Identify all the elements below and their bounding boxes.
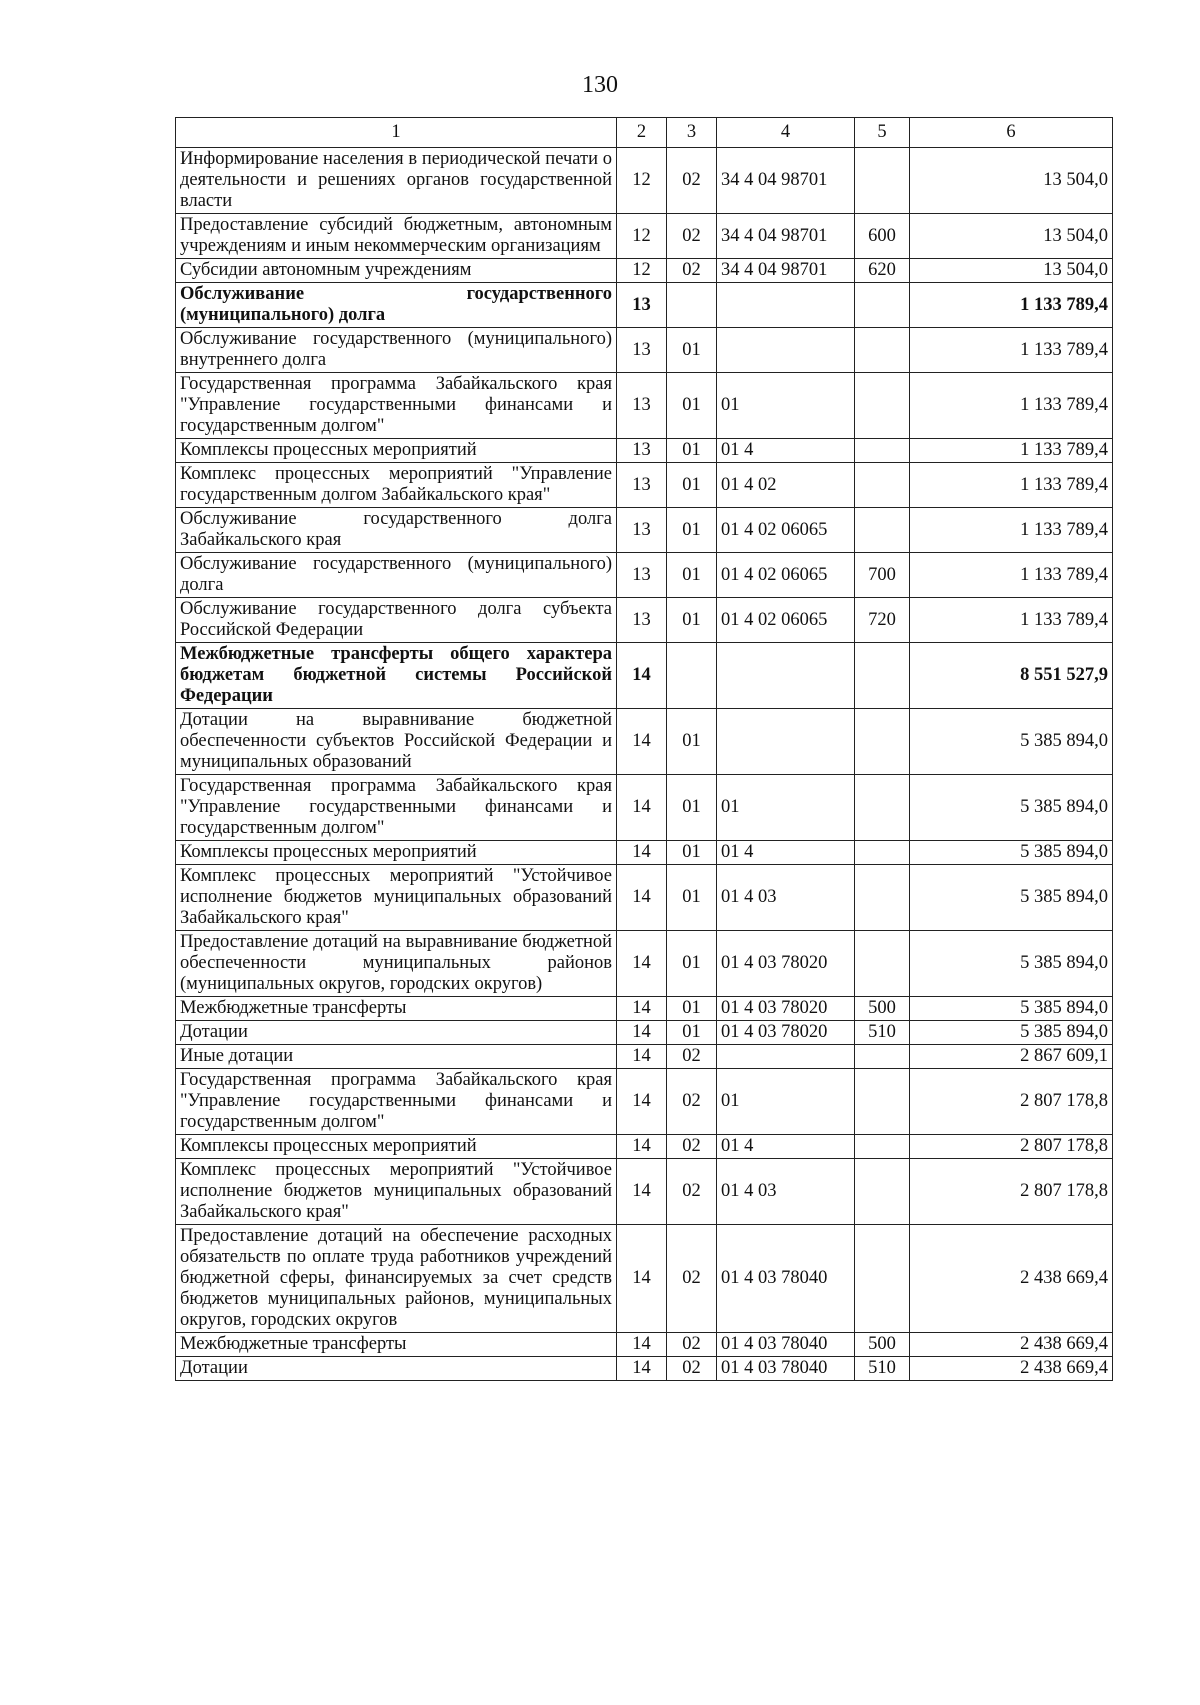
row-subsection: 01	[667, 553, 717, 598]
row-expense-type: 720	[855, 598, 910, 643]
table-row	[176, 1225, 1113, 1333]
row-section: 14	[617, 775, 667, 841]
row-amount: 1 133 789,4	[910, 553, 1113, 598]
row-target-code: 01 4 03 78020	[717, 931, 855, 997]
row-amount: 5 385 894,0	[910, 775, 1113, 841]
row-name: Обслуживание государственного долга Забайкальского края	[176, 508, 617, 553]
row-amount: 5 385 894,0	[910, 865, 1113, 931]
row-expense-type: 500	[855, 997, 910, 1021]
page-number: 130	[582, 72, 618, 98]
row-target-code: 01 4 02	[717, 463, 855, 508]
row-subsection	[667, 283, 717, 328]
row-section: 13	[617, 553, 667, 598]
row-target-code: 01 4 03	[717, 865, 855, 931]
row-amount: 1 133 789,4	[910, 283, 1113, 328]
row-name: Государственная программа Забайкальского края "Управление государственными финансами и государственным долгом"	[176, 1069, 617, 1135]
row-expense-type	[855, 328, 910, 373]
row-subsection: 01	[667, 841, 717, 865]
row-name: Обслуживание государственного (муниципального) долга	[176, 283, 617, 328]
row-amount: 2 438 669,4	[910, 1357, 1113, 1381]
row-expense-type	[855, 463, 910, 508]
table-row	[176, 1357, 1113, 1381]
row-name: Субсидии автономным учреждениям	[176, 259, 617, 283]
table-row	[176, 439, 1113, 463]
row-target-code	[717, 328, 855, 373]
row-subsection: 01	[667, 931, 717, 997]
row-target-code: 01 4 03 78020	[717, 997, 855, 1021]
row-section: 13	[617, 463, 667, 508]
row-section: 14	[617, 1069, 667, 1135]
row-target-code: 34 4 04 98701	[717, 214, 855, 259]
row-name: Иные дотации	[176, 1045, 617, 1069]
row-subsection: 01	[667, 439, 717, 463]
table-row	[176, 598, 1113, 643]
row-amount: 2 807 178,8	[910, 1069, 1113, 1135]
row-name: Государственная программа Забайкальского края "Управление государственными финансами и государственным долгом"	[176, 775, 617, 841]
row-expense-type	[855, 1225, 910, 1333]
row-amount: 1 133 789,4	[910, 598, 1113, 643]
row-subsection	[667, 643, 717, 709]
row-expense-type	[855, 931, 910, 997]
row-section: 14	[617, 931, 667, 997]
row-amount: 2 438 669,4	[910, 1333, 1113, 1357]
row-section: 14	[617, 865, 667, 931]
row-expense-type	[855, 775, 910, 841]
row-subsection: 02	[667, 1045, 717, 1069]
header-col-5: 5	[855, 118, 910, 148]
table-row	[176, 643, 1113, 709]
row-amount: 1 133 789,4	[910, 463, 1113, 508]
row-section: 14	[617, 1045, 667, 1069]
table-row	[176, 1159, 1113, 1225]
table-row	[176, 1069, 1113, 1135]
row-expense-type: 510	[855, 1021, 910, 1045]
row-target-code	[717, 1045, 855, 1069]
row-subsection: 02	[667, 1069, 717, 1135]
row-name: Предоставление субсидий бюджетным, автономным учреждениям и иным некоммерческим организациям	[176, 214, 617, 259]
row-subsection: 02	[667, 1135, 717, 1159]
table-row	[176, 709, 1113, 775]
row-name: Комплекс процессных мероприятий "Управление государственным долгом Забайкальского края"	[176, 463, 617, 508]
row-section: 14	[617, 997, 667, 1021]
row-target-code: 01 4 03 78040	[717, 1333, 855, 1357]
row-target-code: 01 4 02 06065	[717, 508, 855, 553]
row-name: Межбюджетные трансферты	[176, 997, 617, 1021]
row-expense-type	[855, 439, 910, 463]
row-section: 12	[617, 259, 667, 283]
row-amount: 13 504,0	[910, 214, 1113, 259]
row-subsection: 02	[667, 148, 717, 214]
row-subsection: 02	[667, 1225, 717, 1333]
row-name: Комплексы процессных мероприятий	[176, 841, 617, 865]
row-section: 13	[617, 283, 667, 328]
table-row	[176, 775, 1113, 841]
row-section: 13	[617, 373, 667, 439]
row-target-code	[717, 643, 855, 709]
row-target-code: 01 4 03	[717, 1159, 855, 1225]
table-row	[176, 259, 1113, 283]
row-name: Дотации	[176, 1357, 617, 1381]
row-expense-type	[855, 373, 910, 439]
row-subsection: 01	[667, 508, 717, 553]
row-expense-type	[855, 1135, 910, 1159]
header-col-2: 2	[617, 118, 667, 148]
row-name: Обслуживание государственного (муниципального) внутреннего долга	[176, 328, 617, 373]
row-name: Межбюджетные трансферты	[176, 1333, 617, 1357]
row-expense-type	[855, 709, 910, 775]
row-subsection: 01	[667, 598, 717, 643]
row-section: 14	[617, 1357, 667, 1381]
row-subsection: 01	[667, 463, 717, 508]
row-amount: 13 504,0	[910, 259, 1113, 283]
row-target-code	[717, 709, 855, 775]
header-col-6: 6	[910, 118, 1113, 148]
table-row	[176, 865, 1113, 931]
header-col-4: 4	[717, 118, 855, 148]
row-subsection: 01	[667, 709, 717, 775]
row-subsection: 02	[667, 1159, 717, 1225]
row-section: 13	[617, 328, 667, 373]
row-subsection: 01	[667, 1021, 717, 1045]
row-expense-type	[855, 1159, 910, 1225]
row-expense-type	[855, 148, 910, 214]
row-name: Комплексы процессных мероприятий	[176, 1135, 617, 1159]
row-name: Информирование населения в периодической печати о деятельности и решениях органов государственной власти	[176, 148, 617, 214]
table-row	[176, 463, 1113, 508]
row-amount: 13 504,0	[910, 148, 1113, 214]
row-target-code: 34 4 04 98701	[717, 148, 855, 214]
row-section: 14	[617, 1159, 667, 1225]
row-target-code: 01 4	[717, 1135, 855, 1159]
row-target-code: 01	[717, 1069, 855, 1135]
row-section: 12	[617, 214, 667, 259]
row-name: Комплекс процессных мероприятий "Устойчивое исполнение бюджетов муниципальных образований Забайкальского края"	[176, 1159, 617, 1225]
row-name: Государственная программа Забайкальского края "Управление государственными финансами и государственным долгом"	[176, 373, 617, 439]
row-target-code: 01 4	[717, 841, 855, 865]
row-subsection: 01	[667, 865, 717, 931]
row-subsection: 02	[667, 214, 717, 259]
row-target-code: 01 4	[717, 439, 855, 463]
row-amount: 1 133 789,4	[910, 373, 1113, 439]
row-target-code: 01	[717, 775, 855, 841]
table-row	[176, 508, 1113, 553]
row-amount: 2 438 669,4	[910, 1225, 1113, 1333]
row-subsection: 01	[667, 775, 717, 841]
row-amount: 2 807 178,8	[910, 1135, 1113, 1159]
row-subsection: 01	[667, 997, 717, 1021]
row-subsection: 02	[667, 1333, 717, 1357]
row-name: Дотации на выравнивание бюджетной обеспеченности субъектов Российской Федерации и муниципальных образований	[176, 709, 617, 775]
row-amount: 1 133 789,4	[910, 328, 1113, 373]
table-row	[176, 148, 1113, 214]
row-name: Межбюджетные трансферты общего характера бюджетам бюджетной системы Российской Федерации	[176, 643, 617, 709]
table-row	[176, 1045, 1113, 1069]
row-subsection: 01	[667, 328, 717, 373]
row-expense-type	[855, 865, 910, 931]
row-section: 14	[617, 841, 667, 865]
row-name: Комплексы процессных мероприятий	[176, 439, 617, 463]
row-section: 14	[617, 1225, 667, 1333]
row-section: 14	[617, 709, 667, 775]
row-expense-type: 620	[855, 259, 910, 283]
row-section: 12	[617, 148, 667, 214]
row-name: Предоставление дотаций на обеспечение расходных обязательств по оплате труда работников учреждений бюджетной сферы, финансируемых за счет средств бюджетов муниципальных районов, муниципальных округов, городских округов	[176, 1225, 617, 1333]
row-name: Предоставление дотаций на выравнивание бюджетной обеспеченности муниципальных районов (муниципальных округов, городских округов)	[176, 931, 617, 997]
table-row	[176, 328, 1113, 373]
row-expense-type: 600	[855, 214, 910, 259]
row-expense-type	[855, 1069, 910, 1135]
table-row	[176, 931, 1113, 997]
row-amount: 5 385 894,0	[910, 709, 1113, 775]
row-name: Обслуживание государственного долга субъекта Российской Федерации	[176, 598, 617, 643]
row-subsection: 02	[667, 1357, 717, 1381]
row-section: 14	[617, 1135, 667, 1159]
row-target-code: 34 4 04 98701	[717, 259, 855, 283]
row-section: 14	[617, 1333, 667, 1357]
row-name: Комплекс процессных мероприятий "Устойчивое исполнение бюджетов муниципальных образований Забайкальского края"	[176, 865, 617, 931]
row-section: 13	[617, 508, 667, 553]
row-subsection: 01	[667, 373, 717, 439]
row-amount: 2 807 178,8	[910, 1159, 1113, 1225]
row-section: 14	[617, 1021, 667, 1045]
row-target-code	[717, 283, 855, 328]
row-expense-type	[855, 643, 910, 709]
row-amount: 2 867 609,1	[910, 1045, 1113, 1069]
table-header-row	[176, 118, 1113, 148]
table-row	[176, 1333, 1113, 1357]
row-name: Дотации	[176, 1021, 617, 1045]
header-col-1: 1	[176, 118, 617, 148]
table-row	[176, 841, 1113, 865]
table-row	[176, 214, 1113, 259]
row-target-code: 01 4 03 78040	[717, 1225, 855, 1333]
row-target-code: 01 4 03 78020	[717, 1021, 855, 1045]
table-row	[176, 997, 1113, 1021]
row-section: 13	[617, 598, 667, 643]
row-target-code: 01 4 03 78040	[717, 1357, 855, 1381]
row-expense-type	[855, 1045, 910, 1069]
row-target-code: 01 4 02 06065	[717, 553, 855, 598]
row-target-code: 01	[717, 373, 855, 439]
table-row	[176, 1135, 1113, 1159]
row-expense-type: 510	[855, 1357, 910, 1381]
row-expense-type	[855, 508, 910, 553]
table-row	[176, 1021, 1113, 1045]
row-expense-type	[855, 841, 910, 865]
row-expense-type: 700	[855, 553, 910, 598]
row-amount: 5 385 894,0	[910, 997, 1113, 1021]
budget-table	[175, 117, 1113, 1381]
row-amount: 1 133 789,4	[910, 508, 1113, 553]
row-amount: 5 385 894,0	[910, 1021, 1113, 1045]
row-expense-type: 500	[855, 1333, 910, 1357]
row-expense-type	[855, 283, 910, 328]
row-name: Обслуживание государственного (муниципального) долга	[176, 553, 617, 598]
row-section: 13	[617, 439, 667, 463]
row-section: 14	[617, 643, 667, 709]
row-subsection: 02	[667, 259, 717, 283]
row-amount: 1 133 789,4	[910, 439, 1113, 463]
table-row	[176, 553, 1113, 598]
row-amount: 5 385 894,0	[910, 931, 1113, 997]
row-amount: 8 551 527,9	[910, 643, 1113, 709]
header-col-3: 3	[667, 118, 717, 148]
table-row	[176, 283, 1113, 328]
row-target-code: 01 4 02 06065	[717, 598, 855, 643]
row-amount: 5 385 894,0	[910, 841, 1113, 865]
table-row	[176, 373, 1113, 439]
